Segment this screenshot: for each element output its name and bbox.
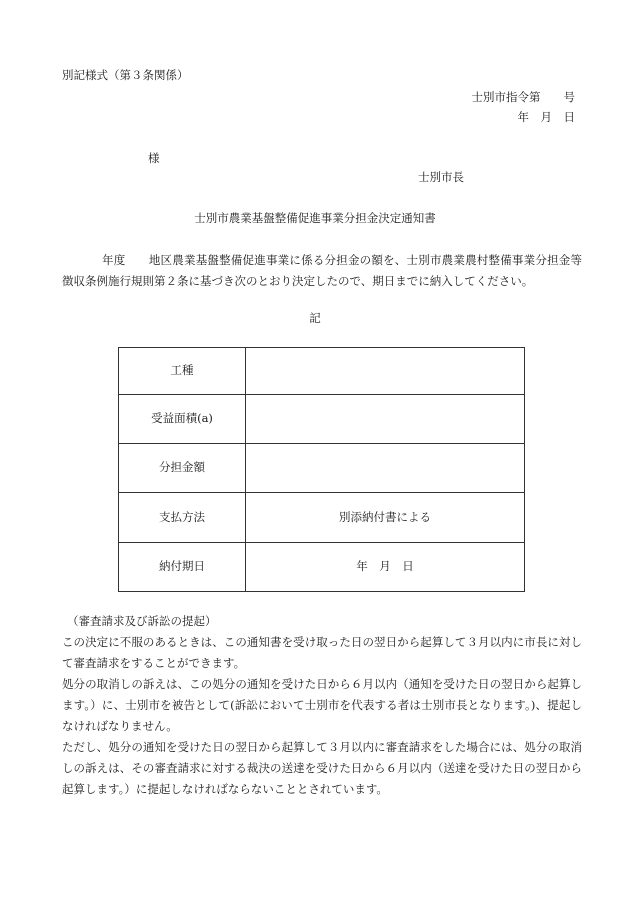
table-row xyxy=(119,444,525,493)
row-value-payment-due: 年 月 日 xyxy=(246,543,525,592)
row-label-payment-due: 納付期日 xyxy=(119,543,246,592)
details-table xyxy=(118,347,525,592)
document-date: 年 月 日 xyxy=(517,110,575,124)
appeal-notice-heading: （審査請求及び訴訟の提起） xyxy=(67,614,217,628)
row-value-payment-method: 別添納付書による xyxy=(246,493,525,543)
appeal-notice-paragraph: 処分の取消しの訴えは、この処分の通知を受けた日から６月以内（通知を受けた日の翌日から起算します。）に、士別市を被告として(訴訟において士別市を代表する者は士別市長となります。)、提起しなければなりません。 xyxy=(62,677,582,733)
form-label: 別記様式（第３条関係） xyxy=(62,68,189,82)
ki-heading: 記 xyxy=(309,311,321,325)
issuer-name: 士別市長 xyxy=(418,170,464,184)
row-label-payment-method: 支払方法 xyxy=(119,493,246,543)
table-row xyxy=(119,348,525,395)
addressee-suffix: 様 xyxy=(148,151,160,165)
appeal-notice xyxy=(62,611,582,800)
document-title: 士別市農業基盤整備促進事業分担金決定通知書 xyxy=(194,211,436,225)
table-row xyxy=(119,543,525,592)
row-label-benefit-area: 受益面積(a) xyxy=(119,395,246,444)
body-paragraph-block xyxy=(62,250,582,292)
table-row xyxy=(119,493,525,543)
row-value-charge-amount xyxy=(246,444,525,493)
row-label-charge-amount: 分担金額 xyxy=(119,444,246,493)
appeal-notice-paragraph: この決定に不服のあるときは、この通知書を受け取った日の翌日から起算して３月以内に市長に対して審査請求をすることができます。 xyxy=(62,635,582,670)
document-number: 士別市指令第 号 xyxy=(471,90,575,104)
row-value-benefit-area xyxy=(246,395,525,444)
table-row xyxy=(119,395,525,444)
row-label-work-type: 工種 xyxy=(119,348,246,395)
appeal-notice-paragraph: ただし、処分の通知を受けた日の翌日から起算して３月以内に審査請求をした場合には、処分の取消しの訴えは、その審査請求に対する裁決の送達を受けた日から６月以内（送達を受けた日の翌日から起算します。）に提起しなければならないこととされています。 xyxy=(62,740,582,796)
row-value-work-type xyxy=(246,348,525,395)
body-paragraph: 年度 地区農業基盤整備促進事業に係る分担金の額を、士別市農業農村整備事業分担金等徴収条例施行規則第２条に基づき次のとおり決定したので、期日までに納入してください。 xyxy=(62,253,582,288)
